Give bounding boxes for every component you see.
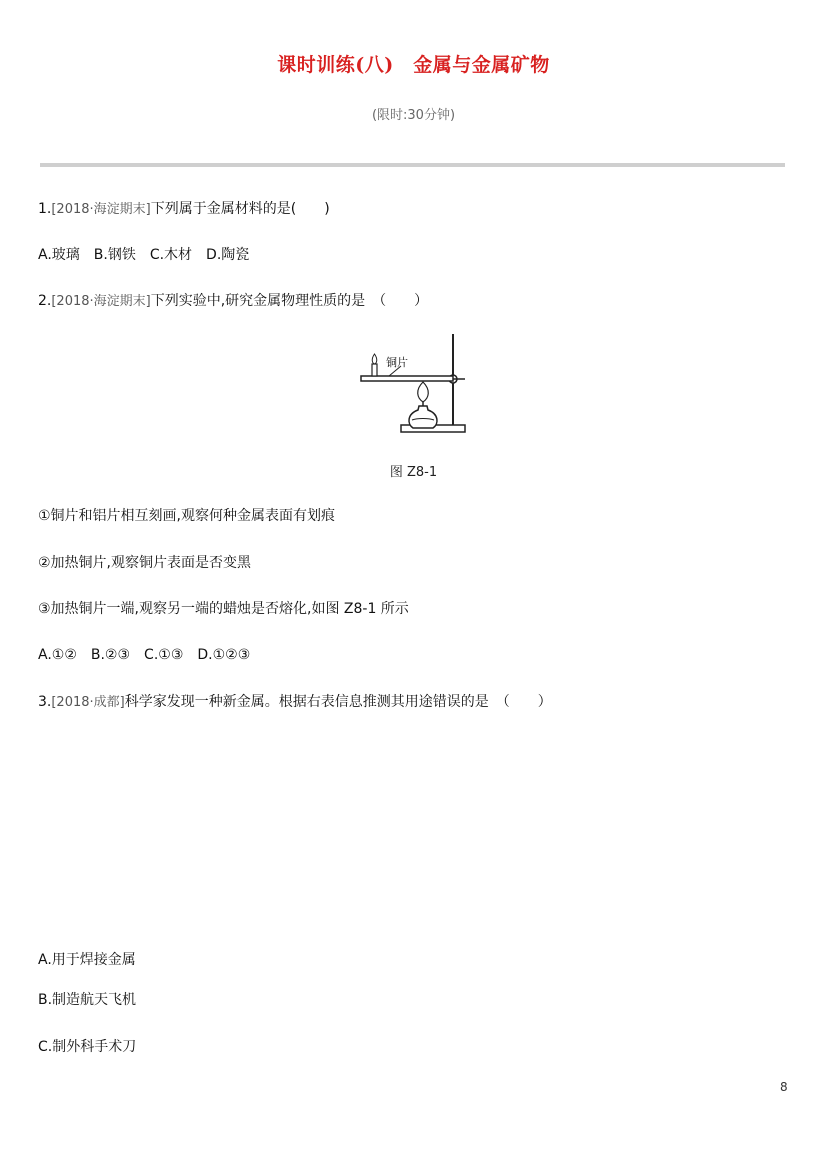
lamp-flame	[418, 382, 429, 402]
experiment-figure	[355, 330, 471, 438]
q3-option-c: C.制外科手术刀	[38, 1039, 137, 1055]
question-number: 2.	[38, 293, 52, 309]
figure-label: 铜片	[386, 356, 408, 369]
copper-sheet	[361, 376, 453, 381]
q2-item-2: ②加热铜片,观察铜片表面是否变黑	[38, 555, 252, 571]
figure-caption: 图 Z8-1	[389, 465, 438, 480]
question-source: [2018·成都]	[51, 695, 125, 710]
page-title: 课时训练(八) 金属与金属矿物	[277, 54, 550, 76]
question-source: [2018·海淀期末]	[51, 294, 151, 309]
question-3	[38, 691, 552, 711]
question-2-options: A.①② B.②③ C.①③ D.①②③	[38, 647, 251, 663]
q3-option-a: A.用于焊接金属	[38, 952, 136, 968]
question-number: 1.	[38, 201, 52, 217]
question-source: [2018·海淀期末]	[51, 202, 151, 217]
question-1	[38, 198, 330, 218]
question-number: 3.	[38, 694, 52, 710]
time-limit: (限时:30分钟)	[371, 108, 456, 123]
question-stem: 科学家发现一种新金属。根据右表信息推测其用途错误的是 （ ）	[124, 694, 552, 710]
page-number: 8	[780, 1080, 788, 1094]
question-2	[38, 290, 428, 310]
q3-option-b: B.制造航天飞机	[38, 992, 137, 1008]
q2-item-3: ③加热铜片一端,观察另一端的蜡烛是否熔化,如图 Z8-1 所示	[38, 601, 409, 617]
question-stem: 下列实验中,研究金属物理性质的是 （ ）	[150, 293, 429, 309]
candle	[372, 364, 377, 376]
header-divider	[40, 163, 785, 167]
q2-item-1: ①铜片和铝片相互刻画,观察何种金属表面有划痕	[38, 508, 335, 524]
candle-flame	[372, 354, 377, 364]
alcohol-lamp	[409, 406, 437, 428]
question-stem: 下列属于金属材料的是( )	[150, 201, 330, 217]
question-1-options: A.玻璃 B.钢铁 C.木材 D.陶瓷	[38, 247, 250, 263]
